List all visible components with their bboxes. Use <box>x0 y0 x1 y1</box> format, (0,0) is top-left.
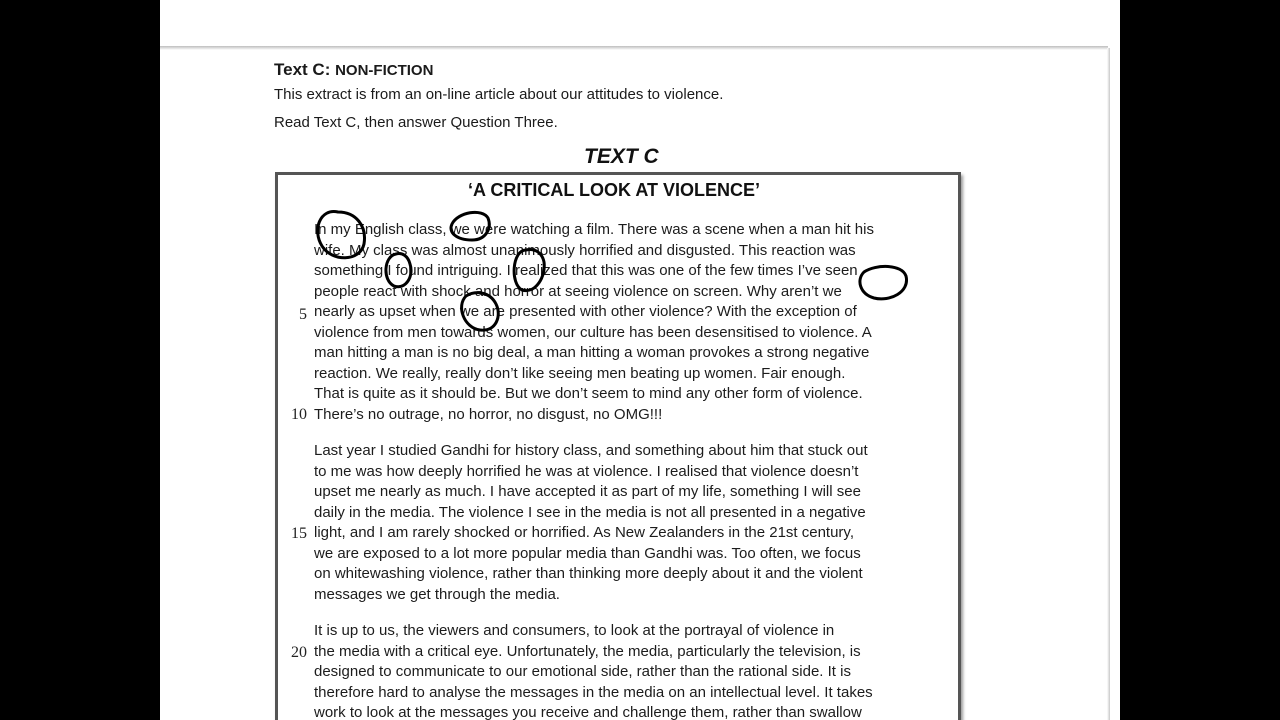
article-line: on whitewashing violence, rather than thinking more deeply about it and the violent <box>314 565 863 582</box>
article-line: daily in the media. The violence I see in the media is not all presented in a negative <box>314 504 866 521</box>
article-line: In my English class, we were watching a film. There was a scene when a man hit his <box>314 221 874 238</box>
page-edge-shadow <box>1107 48 1110 720</box>
article-line: therefore hard to analyse the messages in the media on an intellectual level. It takes <box>314 684 873 701</box>
article-line: It is up to us, the viewers and consumers, to look at the portrayal of violence in <box>314 622 835 639</box>
article-line: designed to communicate to our emotional side, rather than the rational side. It is <box>314 663 851 680</box>
instruction-text: Read Text C, then answer Question Three. <box>274 114 558 131</box>
article-line: That is quite as it should be. But we don’t seem to mind any other form of violence. <box>314 385 863 402</box>
intro-text: This extract is from an on-line article about our attitudes to violence. <box>274 86 724 103</box>
article-line: to me was how deeply horrified he was at violence. I realised that violence doesn’t <box>314 463 859 480</box>
article-line: reaction. We really, really don’t like seeing men beating up women. Fair enough. <box>314 365 846 382</box>
line-number: 20 <box>291 644 307 661</box>
article-line: light, and I am rarely shocked or horrified. As New Zealanders in the 21st century, <box>314 524 854 541</box>
document-page <box>160 0 1120 720</box>
article-line: violence from men towards women, our culture has been desensitised to violence. A <box>314 324 872 341</box>
article-line: upset me nearly as much. I have accepted it as part of my life, something I will see <box>314 483 861 500</box>
article-line: people react with shock and horror at seeing violence on screen. Why aren’t we <box>314 283 842 300</box>
line-number: 15 <box>291 525 307 542</box>
article-line: we are exposed to a lot more popular media than Gandhi was. Too often, we focus <box>314 545 861 562</box>
article-line: wife. My class was almost unanimously horrified and disgusted. This reaction was <box>314 242 856 259</box>
section-label: Text C: <box>274 60 331 79</box>
article-line: messages we get through the media. <box>314 586 560 603</box>
article-line: Last year I studied Gandhi for history class, and something about him that stuck out <box>314 442 868 459</box>
page-fold-shadow <box>160 46 1108 50</box>
line-number: 5 <box>299 306 307 323</box>
article-line: man hitting a man is no big deal, a man hitting a woman provokes a strong negative <box>314 344 870 361</box>
article-line: something I found intriguing. I realized that this was one of the few times I’ve seen <box>314 262 858 279</box>
line-number: 10 <box>291 406 307 423</box>
article-line: the media with a critical eye. Unfortunately, the media, particularly the television, is <box>314 643 861 660</box>
article-line: nearly as upset when we are presented with other violence? With the exception of <box>314 303 857 320</box>
article-title: ‘A CRITICAL LOOK AT VIOLENCE’ <box>468 180 760 200</box>
text-heading: TEXT C <box>584 145 659 168</box>
article-line: work to look at the messages you receive and challenge them, rather than swallow <box>314 704 862 720</box>
section-type: NON-FICTION <box>335 62 434 79</box>
article-line: There’s no outrage, no horror, no disgust, no OMG!!! <box>314 406 663 423</box>
section-heading <box>274 60 433 80</box>
